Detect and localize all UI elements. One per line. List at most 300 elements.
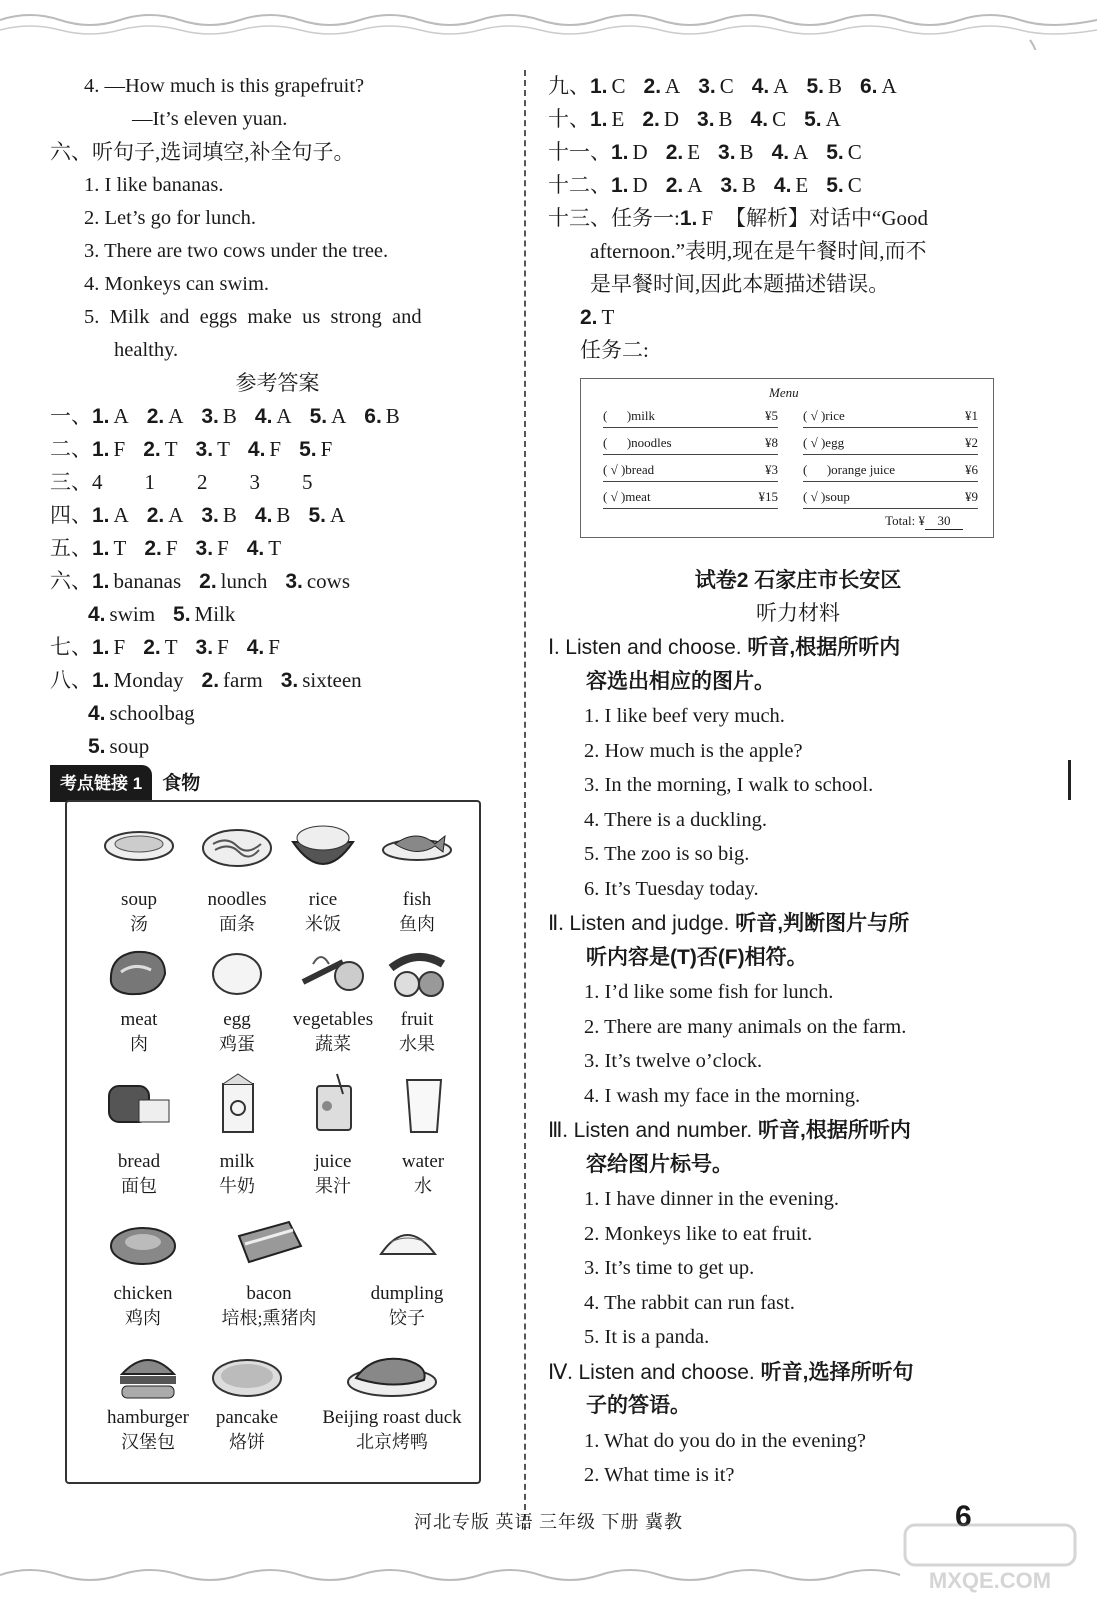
listening-sentence: 3. In the morning, I walk to school. (584, 774, 874, 796)
listening-heading-cont: 容选出相应的图片。 (586, 669, 775, 693)
roast-duck-icon (337, 1344, 447, 1406)
answer-value: B (222, 404, 237, 428)
answer-number: 4. (773, 174, 792, 197)
food-name-zh: 汤 (130, 914, 148, 934)
answer-number: 2. (201, 669, 220, 692)
menu-row (603, 486, 778, 509)
answer-row (50, 664, 505, 697)
answer-value: C (719, 74, 734, 98)
answer-value: E (687, 140, 701, 164)
answer-number: 3. (201, 405, 219, 428)
food-name-zh: 面包 (121, 1176, 157, 1196)
section-instruction-en: Listen and number. (567, 1119, 759, 1142)
menu-check: ( √ ) (803, 435, 826, 450)
food-name-en: noodles (207, 889, 267, 910)
left-column (50, 70, 505, 799)
section-instruction-zh: 听音,判断图片与所 (735, 912, 910, 935)
listening-heading (548, 906, 1048, 941)
answer-prefix: 七、 (50, 635, 92, 659)
listening-sentence: 2. There are many animals on the farm. (584, 1015, 907, 1038)
answer-value: F (320, 437, 333, 461)
juice-icon (293, 1072, 373, 1134)
answer-value: E (611, 107, 625, 131)
answer-value: C (772, 107, 787, 131)
food-name-en: Beijing roast duck (322, 1407, 462, 1428)
answer-value: B (276, 503, 291, 527)
menu-item: milk (631, 408, 656, 423)
answer-row (50, 565, 505, 598)
answer-number: 2. (146, 405, 165, 428)
food-item (187, 1072, 287, 1198)
task1-line: afternoon.”表明,现在是午餐时间,而不 (590, 239, 927, 263)
answer-number: 2. (643, 75, 662, 98)
food-name-en: hamburger (107, 1407, 189, 1428)
section-number: Ⅱ. (548, 911, 564, 935)
answer-number: 1. (92, 504, 110, 527)
answer-value: 4 (92, 470, 103, 494)
answer-number: 3. (195, 537, 214, 560)
answer-number: 3. (280, 669, 299, 692)
task2-label: 任务二: (580, 338, 649, 362)
food-name-en: vegetables (292, 1009, 374, 1030)
menu-row (603, 405, 778, 428)
answer-number: 4. (246, 537, 265, 560)
answer-value: T (268, 536, 282, 560)
food-item (357, 1212, 457, 1330)
menu-title: Menu (769, 385, 799, 400)
answer-number: 5. (804, 108, 822, 131)
egg-icon (197, 942, 277, 1004)
answer-row (50, 697, 505, 730)
answer-number: 1. (611, 174, 629, 197)
answer-value: 5 (302, 470, 313, 494)
food-name-zh: 牛奶 (219, 1176, 255, 1196)
answer-row (548, 70, 1048, 103)
answer-value: A (687, 173, 703, 197)
answer-value: F (113, 437, 126, 461)
food-vocabulary-panel (65, 800, 481, 1484)
food-item (93, 1344, 203, 1454)
answer-number: 5. (806, 75, 824, 98)
answer-prefix: 一、 (50, 404, 92, 428)
food-name-zh: 鸡蛋 (219, 1034, 255, 1054)
answer-value: Milk (194, 602, 236, 626)
answer-value: B (739, 140, 754, 164)
menu-row (803, 459, 978, 482)
answer-prefix: 三、 (50, 470, 92, 494)
answer-number: 1. (92, 570, 110, 593)
rice-icon (283, 816, 363, 878)
answer-number: 4. (254, 405, 273, 428)
menu-price: ¥6 (965, 462, 978, 477)
answer-value: F (113, 635, 126, 659)
answer-number: 2. (665, 141, 684, 164)
menu-price: ¥9 (965, 489, 978, 504)
listening-sentence: 5. The zoo is so big. (584, 843, 750, 865)
food-name-en: soup (121, 889, 157, 910)
answer-value: A (331, 404, 347, 428)
page-number: 6 (955, 1500, 972, 1533)
answer-row (548, 103, 1048, 136)
food-name-zh: 北京烤鸭 (356, 1432, 428, 1452)
hamburger-icon (108, 1344, 188, 1406)
listening-sentence: 1. What do you do in the evening? (584, 1429, 867, 1452)
food-item (219, 1212, 319, 1330)
answer-prefix: 五、 (50, 536, 92, 560)
text-line: healthy. (114, 339, 179, 361)
food-item (93, 1212, 193, 1330)
answer-number: 4. (247, 438, 266, 461)
answer-value: F (217, 536, 229, 560)
answer-number: 3. (195, 636, 214, 659)
answer-number: 3. (195, 438, 214, 461)
food-item (283, 1072, 383, 1198)
menu-item: bread (625, 462, 655, 477)
answer-value: A (113, 404, 129, 428)
listening-heading-cont: 听内容是(T)否(F)相符。 (586, 945, 808, 969)
menu-item: soup (825, 489, 850, 504)
food-name-zh: 鱼肉 (399, 914, 435, 934)
answer-number: 1. (92, 537, 110, 560)
fish-icon (377, 816, 457, 878)
answer-number: 5. (173, 603, 191, 626)
menu-row (603, 432, 778, 455)
edge-mark (1068, 760, 1071, 800)
listening-items (548, 630, 1048, 1493)
paper-title: 试卷2 石家庄市长安区 (694, 569, 902, 592)
menu-row (803, 432, 978, 455)
food-name-en: meat (120, 1009, 158, 1030)
svg-text:MXQE.COM: MXQE.COM (928, 1568, 1052, 1593)
food-item (307, 1344, 477, 1454)
answer-number: 3. (697, 108, 715, 131)
answer-value: D (632, 173, 648, 197)
section-number: Ⅳ. (548, 1359, 573, 1384)
answer-value: B (718, 107, 733, 131)
section-instruction-en: Listen and choose. (572, 1360, 761, 1384)
answer-number: 2. (642, 108, 660, 131)
answer-prefix: 八、 (50, 668, 92, 692)
column-divider (524, 70, 526, 1530)
answer-number: 5. (826, 174, 844, 197)
food-name-zh: 饺子 (389, 1308, 425, 1328)
listening-section (548, 564, 1048, 1493)
listening-sentence: 2. Monkeys like to eat fruit. (584, 1222, 813, 1245)
answer-row (50, 598, 505, 631)
answer-number: 4. (88, 603, 106, 626)
food-name-en: juice (314, 1151, 352, 1172)
chicken-icon (103, 1212, 183, 1274)
food-item (373, 1072, 473, 1198)
text-line: 4. Monkeys can swim. (84, 273, 270, 295)
answer-value: T (217, 437, 230, 461)
answer-number: 2. (143, 636, 161, 659)
answer-number: 2. (144, 537, 162, 560)
food-name-en: rice (308, 889, 338, 910)
answer-list (50, 400, 505, 763)
listening-sentence: 4. I wash my face in the morning. (584, 1084, 861, 1107)
listening-sentence: 4. The rabbit can run fast. (584, 1291, 795, 1314)
answer-value: lunch (220, 569, 268, 593)
food-item (197, 1344, 297, 1454)
answer-number: 3. (720, 174, 738, 197)
menu-price: ¥5 (765, 408, 778, 423)
meat-icon (99, 942, 179, 1004)
listening-sentence: 3. It’s time to get up. (584, 1257, 755, 1279)
answer-number: 5. (826, 141, 844, 164)
answer-value: T (113, 536, 127, 560)
menu-price: ¥8 (765, 435, 778, 450)
answer-value: B (222, 503, 237, 527)
answer-value: B (741, 173, 756, 197)
food-item (367, 942, 467, 1056)
answer-value: F (165, 536, 178, 560)
right-column (548, 70, 1048, 367)
text-line: 3. There are two cows under the tree. (84, 240, 389, 262)
listening-heading-cont: 子的答语。 (586, 1394, 691, 1417)
answer-row (50, 631, 505, 664)
answer-number: 1. (92, 405, 110, 428)
answer-prefix: 十二、 (548, 173, 611, 197)
food-name-zh: 水 (414, 1176, 432, 1196)
answer-value: cows (306, 569, 351, 593)
food-name-zh: 烙饼 (229, 1432, 265, 1452)
answer-number: 4. (246, 636, 265, 659)
fruit-icon (377, 942, 457, 1004)
page-footer: 河北专版 英语 三年级 下册 冀教 (414, 1512, 683, 1532)
answer-value: A (825, 107, 841, 131)
answer-prefix: 十、 (548, 107, 590, 131)
answer-prefix: 九、 (548, 74, 590, 98)
food-item (187, 942, 287, 1056)
answer-value: C (847, 140, 862, 164)
section-instruction-en: Listen and choose. (559, 636, 748, 659)
listening-sentence: 6. It’s Tuesday today. (584, 877, 759, 900)
food-item (89, 816, 189, 936)
answer-value: A (113, 503, 129, 527)
answer-number: 3. (201, 504, 219, 527)
food-name-en: water (401, 1151, 445, 1172)
text-line: —It’s eleven yuan. (132, 108, 288, 130)
answer-number: 4. (751, 75, 770, 98)
answer-value: farm (223, 668, 263, 692)
section-instruction-zh: 听音,根据所听内 (747, 636, 901, 659)
food-item (89, 1072, 189, 1198)
answer-prefix: 四、 (50, 503, 92, 527)
menu-price: ¥3 (765, 462, 778, 477)
food-name-zh: 肉 (130, 1034, 148, 1054)
listening-sentence: 1. I’d like some fish for lunch. (584, 981, 834, 1003)
food-name-zh: 水果 (399, 1034, 435, 1054)
answer-row (50, 433, 505, 466)
menu-price: ¥15 (758, 489, 778, 504)
answer-prefix: 二、 (50, 437, 92, 461)
decorative-top-border (0, 0, 1097, 50)
answer-number: 4. (750, 108, 769, 131)
answer-prefix: 十一、 (548, 140, 611, 164)
section-instruction-zh: 听音,选择所听句 (760, 1360, 914, 1384)
section-heading: 六、听句子,选词填空,补全句子。 (50, 140, 355, 164)
answer-value: T (164, 437, 178, 461)
food-item (89, 942, 189, 1056)
dumpling-icon (367, 1212, 447, 1274)
answer-number: 2. (665, 174, 684, 197)
food-name-en: bacon (246, 1283, 292, 1304)
listening-sentence: 5. It is a panda. (584, 1326, 710, 1348)
section-number: Ⅲ. (548, 1118, 568, 1142)
listening-sentence: 3. It’s twelve o’clock. (584, 1050, 763, 1072)
answer-number: 3. (285, 570, 303, 593)
answer-value: C (847, 173, 862, 197)
listening-sentence: 4. There is a duckling. (584, 808, 767, 831)
answer-value: C (611, 74, 626, 98)
answer-number: 3. (698, 75, 716, 98)
answer-value: 3 (249, 470, 260, 494)
section-number: Ⅰ. (548, 635, 560, 659)
answer-value: B (385, 404, 400, 428)
task1-line: 2. T (580, 305, 615, 329)
text-line: 4. —How much is this grapefruit? (84, 75, 365, 97)
food-item (187, 816, 287, 936)
listening-sentence: 1. I have dinner in the evening. (584, 1188, 840, 1210)
menu-check: ( √ ) (803, 489, 826, 504)
food-item (273, 816, 373, 936)
listening-sentence: 2. What time is it? (584, 1464, 735, 1486)
answer-number: 5. (88, 735, 106, 758)
answer-value: Monday (113, 668, 184, 692)
food-name-zh: 汉堡包 (121, 1432, 175, 1452)
menu-item: noodles (631, 435, 672, 450)
answer-value: 2 (197, 470, 208, 494)
listening-heading (548, 630, 1048, 665)
answer-number: 4. (88, 702, 106, 725)
menu-check: ( √ ) (603, 462, 626, 477)
answer-value: A (168, 503, 184, 527)
answer-value: A (773, 74, 789, 98)
food-name-en: egg (223, 1009, 251, 1030)
answer-row (50, 466, 505, 499)
menu-row (603, 459, 778, 482)
menu-card (580, 378, 994, 538)
text-line: 1. I like bananas. (84, 174, 224, 196)
topic-name: 食物 (162, 773, 201, 794)
answer-row (548, 169, 1048, 202)
topic-badge: 考点链接 1 (50, 765, 152, 802)
answer-value: B (827, 74, 842, 98)
answer-number: 1. (611, 141, 629, 164)
answer-value: soup (109, 734, 150, 758)
food-name-zh: 蔬菜 (315, 1034, 351, 1054)
answer-number: 1. (92, 438, 110, 461)
answer-row (50, 499, 505, 532)
listening-heading (548, 1113, 1048, 1148)
answer-number: 6. (859, 75, 878, 98)
answer-value: A (881, 74, 897, 98)
answer-value: A (168, 404, 184, 428)
answer-value: schoolbag (109, 701, 195, 725)
answer-list (548, 70, 1048, 202)
menu-check: ( ) (803, 462, 832, 477)
menu-row (803, 405, 978, 428)
answer-value: sixteen (302, 668, 362, 692)
task1-line: 是早餐时间,因此本题描述错误。 (590, 272, 890, 296)
answer-value: swim (109, 602, 156, 626)
answer-number: 6. (364, 405, 382, 428)
water-icon (383, 1072, 463, 1134)
pancake-icon (207, 1344, 287, 1406)
vegetables-icon (293, 942, 373, 1004)
answer-value: T (164, 635, 178, 659)
answer-prefix: 六、 (50, 569, 92, 593)
answer-value: A (276, 404, 292, 428)
section-instruction-en: Listen and judge. (563, 912, 736, 935)
watermark-logo (895, 1520, 1085, 1595)
menu-item: meat (625, 489, 651, 504)
listening-heading-cont: 容给图片标号。 (586, 1152, 733, 1176)
soup-icon (99, 816, 179, 878)
food-name-zh: 果汁 (315, 1176, 351, 1196)
milk-icon (197, 1072, 277, 1134)
answer-value: F (217, 635, 229, 659)
food-name-en: dumpling (370, 1283, 444, 1304)
menu-check: ( √ ) (803, 408, 826, 423)
answer-value: D (632, 140, 648, 164)
answer-number: 1. (590, 75, 608, 98)
answer-number: 5. (299, 438, 317, 461)
answer-number: 5. (309, 405, 328, 428)
text-line: 5. Milk and eggs make us strong and (84, 306, 422, 328)
menu-total: Total: ¥ 30 (885, 513, 963, 530)
food-name-zh: 鸡肉 (125, 1308, 161, 1328)
food-name-en: fish (402, 889, 432, 910)
food-name-zh: 面条 (219, 914, 255, 934)
answer-value: bananas (113, 569, 182, 593)
answer-number: 3. (718, 141, 736, 164)
menu-item: rice (825, 408, 845, 423)
answer-value: A (665, 74, 681, 98)
food-name-zh: 米饭 (305, 914, 341, 934)
answer-row (50, 400, 505, 433)
topic-header (50, 765, 505, 799)
food-grid (67, 802, 479, 1482)
menu-check: ( √ ) (603, 489, 626, 504)
answer-row (548, 136, 1048, 169)
answer-number: 2. (146, 504, 165, 527)
answer-value: F (269, 437, 282, 461)
menu-row (803, 486, 978, 509)
answer-value: E (795, 173, 809, 197)
answer-row (50, 730, 505, 763)
food-name-en: milk (219, 1151, 255, 1172)
menu-check: ( ) (603, 408, 632, 423)
answer-value: F (268, 635, 280, 659)
answer-number: 1. (92, 669, 110, 692)
food-name-en: pancake (215, 1407, 279, 1428)
text-line: 2. Let’s go for lunch. (84, 207, 256, 229)
noodles-icon (197, 816, 277, 878)
answer-number: 2. (199, 570, 217, 593)
food-name-en: chicken (113, 1283, 173, 1304)
answer-value: D (663, 107, 680, 131)
bacon-icon (229, 1212, 309, 1274)
answer-number: 4. (254, 504, 273, 527)
answer-number: 4. (771, 141, 790, 164)
listening-sentence: 2. How much is the apple? (584, 739, 803, 762)
answer-number: 2. (143, 438, 161, 461)
answer-number: 1. (590, 108, 608, 131)
answer-row (50, 532, 505, 565)
menu-check: ( ) (603, 435, 632, 450)
